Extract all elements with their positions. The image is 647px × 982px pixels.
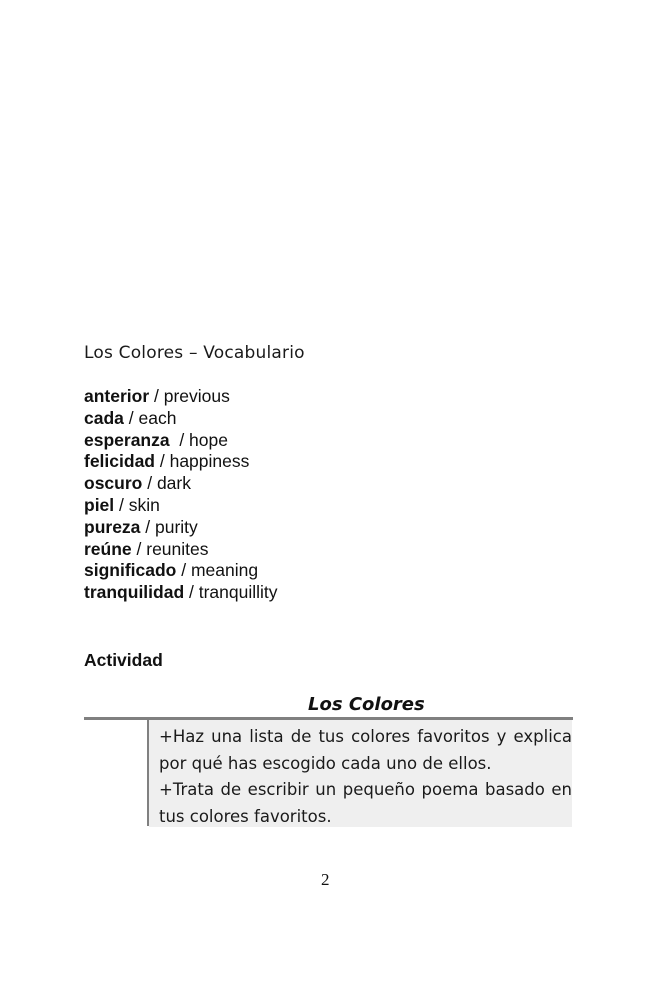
activity-table — [84, 717, 573, 827]
vocabulary-item — [84, 582, 278, 604]
vocabulary-translation: / reunites — [131, 538, 209, 559]
vocabulary-term: pureza — [84, 516, 141, 537]
vocabulary-term: significado — [84, 560, 177, 581]
vocabulary-term: esperanza — [84, 429, 170, 450]
vocabulary-item — [84, 495, 278, 517]
table-title: Los Colores — [308, 694, 425, 715]
vocabulary-translation: / meaning — [176, 560, 259, 581]
vocabulary-term: oscuro — [84, 473, 143, 494]
table-instructions-cell — [149, 720, 572, 827]
instruction-2: +Trata de escribir un pequeño poema basado en tus colores favoritos. — [159, 780, 572, 826]
page-heading: Los Colores – Vocabulario — [84, 343, 305, 363]
vocabulary-translation: / happiness — [155, 451, 250, 472]
vocabulary-item — [84, 560, 278, 582]
vocabulary-item — [84, 517, 278, 539]
vocabulary-term: tranquilidad — [84, 582, 185, 603]
instruction-1: +Haz una lista de tus colores favoritos y explica por qué has escogido cada uno de ellos. — [159, 727, 572, 773]
vocabulary-item — [84, 386, 278, 408]
vocabulary-term: anterior — [84, 386, 150, 406]
vocabulary-term: piel — [84, 494, 115, 515]
vocabulary-translation: / skin — [114, 494, 160, 515]
vocabulary-item — [84, 473, 278, 495]
vocabulary-item — [84, 539, 278, 561]
vocabulary-term: felicidad — [84, 451, 155, 472]
vocabulary-term: cada — [84, 407, 124, 428]
vocabulary-translation: / tranquillity — [184, 582, 278, 603]
vocabulary-item — [84, 451, 278, 473]
vocabulary-translation: / previous — [149, 386, 230, 406]
vocabulary-translation: / hope — [169, 429, 228, 450]
vocabulary-translation: / each — [123, 407, 177, 428]
vocabulary-translation: / dark — [142, 473, 191, 494]
vocabulary-translation: / purity — [140, 516, 198, 537]
vocabulary-term: reúne — [84, 538, 132, 559]
vocabulary-list — [84, 386, 278, 604]
page-number: 2 — [321, 870, 330, 889]
activity-heading: Actividad — [84, 650, 163, 670]
vocabulary-item — [84, 430, 278, 452]
vocabulary-item — [84, 408, 278, 430]
table-empty-cell — [84, 720, 149, 826]
table-row — [84, 720, 573, 827]
